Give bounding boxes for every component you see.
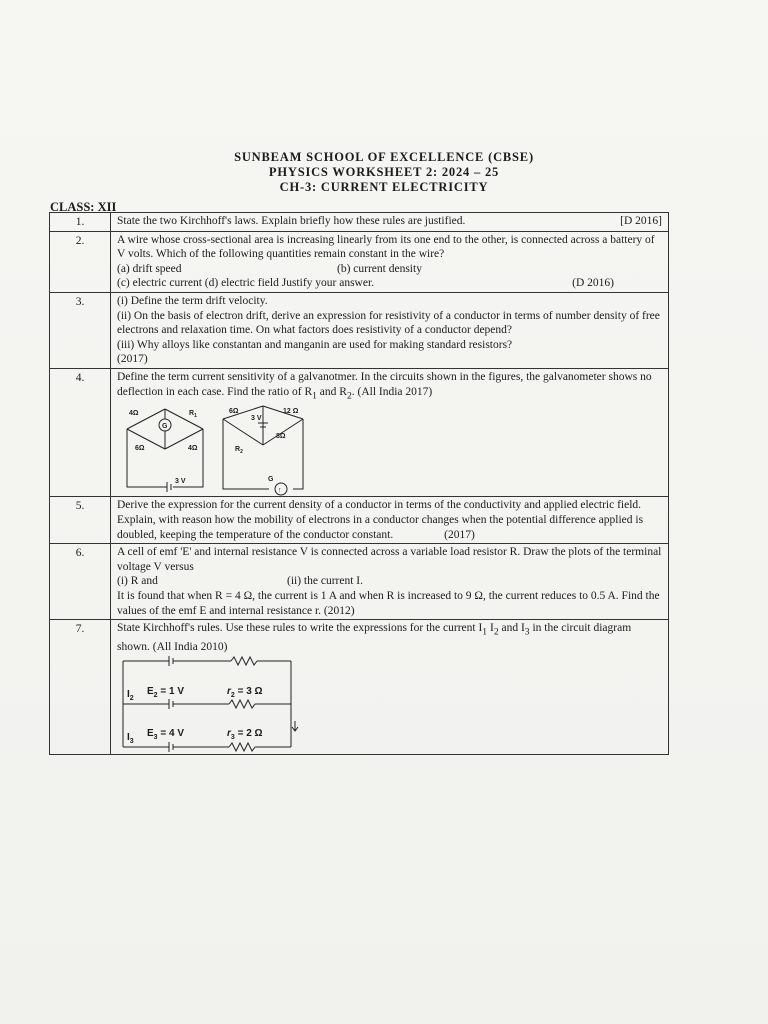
- c1-label-bottom-left: 6Ω: [135, 445, 145, 453]
- question-part: (iii) Why alloys like constantan and manganin are used for making standard resistors?: [117, 338, 513, 351]
- c2-galvanometer-label: G: [268, 476, 274, 484]
- c2-label-mid: 8Ω: [276, 433, 286, 441]
- current-i3-label: $I_3$: [127, 731, 134, 745]
- resistance-r2-label: $r_2 = 3$ Ω: [227, 685, 263, 699]
- question-number: 4.: [50, 368, 111, 496]
- c2-galvanometer-icon: ↑: [278, 487, 282, 495]
- question-number: 7.: [50, 620, 111, 754]
- question-body: A wire whose cross-sectional area is increasing linearly from its one end to the other, is connected across a battery of V volts. Which of the following quantities remain constant in the wire?: [117, 233, 655, 261]
- emf-e2-label: $E_2 = 1$ V: [147, 685, 184, 699]
- question-body: Derive the expression for the current density of a conductor in terms of the conductivity and applied electric field. Explain, with reason how the mobility of electrons in a conductor changes when the potential difference applied is doubled, keeping the temperature of the conductor constant.: [117, 499, 644, 541]
- galvanometer-circuit-figures: [117, 403, 662, 495]
- question-source: (2017): [444, 528, 475, 541]
- c2-label-top-left: 6Ω: [229, 408, 239, 416]
- questions-table: [49, 212, 669, 755]
- c1-battery-label: 3 V: [175, 478, 186, 486]
- c1-label-bottom-right: 4Ω: [188, 445, 198, 453]
- question-source: (D 2016): [572, 277, 614, 290]
- c1-galvanometer-label: G: [162, 423, 168, 431]
- question-source: (2017): [117, 353, 148, 366]
- question-text: [111, 292, 669, 368]
- question-text: [111, 368, 669, 496]
- question-part: (i) Define the term drift velocity.: [117, 294, 268, 307]
- option-i: (i) R and: [117, 575, 158, 588]
- option-a: (a) drift speed: [117, 262, 182, 275]
- c2-label-bottom-left: $R_2$: [235, 446, 243, 456]
- question-body: State Kirchhoff's rules. Use these rules to write the expressions for the current $I_1$ $I_2$ and $I_3$ in the circuit diagram shown. (All India 2010): [117, 622, 632, 654]
- question-row: [50, 620, 669, 754]
- question-number: 2.: [50, 231, 111, 292]
- option-b: (b) current density: [337, 262, 422, 275]
- question-body: State the two Kirchhoff's laws. Explain briefly how these rules are justified.: [117, 215, 466, 227]
- school-name: SUNBEAM SCHOOL OF EXCELLENCE (CBSE): [234, 150, 534, 164]
- question-text: [111, 544, 669, 620]
- circuit-diagram: [117, 655, 307, 753]
- question-number: 1.: [50, 213, 111, 232]
- question-row: [50, 368, 669, 496]
- resistance-r3-label: $r_3 = 2$ Ω: [227, 727, 263, 741]
- c1-label-top-left: 4Ω: [129, 410, 139, 418]
- document-header: [0, 150, 768, 195]
- circuit-diagrams: [117, 403, 337, 497]
- question-text: [111, 213, 669, 232]
- question-row: [50, 231, 669, 292]
- question-row: [50, 544, 669, 620]
- question-body: A cell of emf 'E' and internal resistance V is connected across a variable load resistor R. Draw the plots of the terminal voltage V versus: [117, 546, 662, 573]
- question-number: 6.: [50, 544, 111, 620]
- emf-e3-label: $E_3 = 4$ V: [147, 727, 184, 741]
- question-row: [50, 497, 669, 544]
- class-label: CLASS: XII: [50, 200, 117, 214]
- question-body: Define the term current sensitivity of a galvanotmer. In the circuits shown in the figures, the galvanometer shows no deflection in each case. Find the ratio of $R_1$ and $R_2$. (All India 2017): [117, 370, 652, 401]
- question-text: [111, 497, 669, 544]
- question-source: [D 2016]: [620, 215, 662, 227]
- question-part: It is found that when R = 4 Ω, the current is 1 A and when R is increased to 9 Ω, the current reduces to 0.5 A. Find the values of the emf E and internal resistance r. (2012): [117, 589, 660, 617]
- option-cd: (c) electric current (d) electric field Justify your answer.: [117, 277, 375, 290]
- c2-label-top-right: 12 Ω: [283, 408, 299, 416]
- question-number: 5.: [50, 497, 111, 544]
- c1-label-top-right: $R_1$: [189, 410, 197, 420]
- question-row: [50, 213, 669, 232]
- question-row: [50, 292, 669, 368]
- kirchhoff-circuit-figure: [117, 655, 662, 753]
- current-i2-label: $I_2$: [127, 688, 134, 702]
- worksheet-title: PHYSICS WORKSHEET 2: 2024 – 25: [268, 165, 500, 179]
- chapter-title: CH-3: CURRENT ELECTRICITY: [279, 180, 489, 194]
- question-text: [111, 231, 669, 292]
- question-text: [111, 620, 669, 754]
- c2-battery-label: 3 V: [251, 415, 262, 423]
- option-ii: (ii) the current I.: [287, 575, 363, 588]
- question-part: (ii) On the basis of electron drift, derive an expression for resistivity of a conductor in terms of number density of free electrons and relaxation time. On what factors does resistivity of a conductor depend?: [117, 309, 660, 337]
- question-number: 3.: [50, 292, 111, 368]
